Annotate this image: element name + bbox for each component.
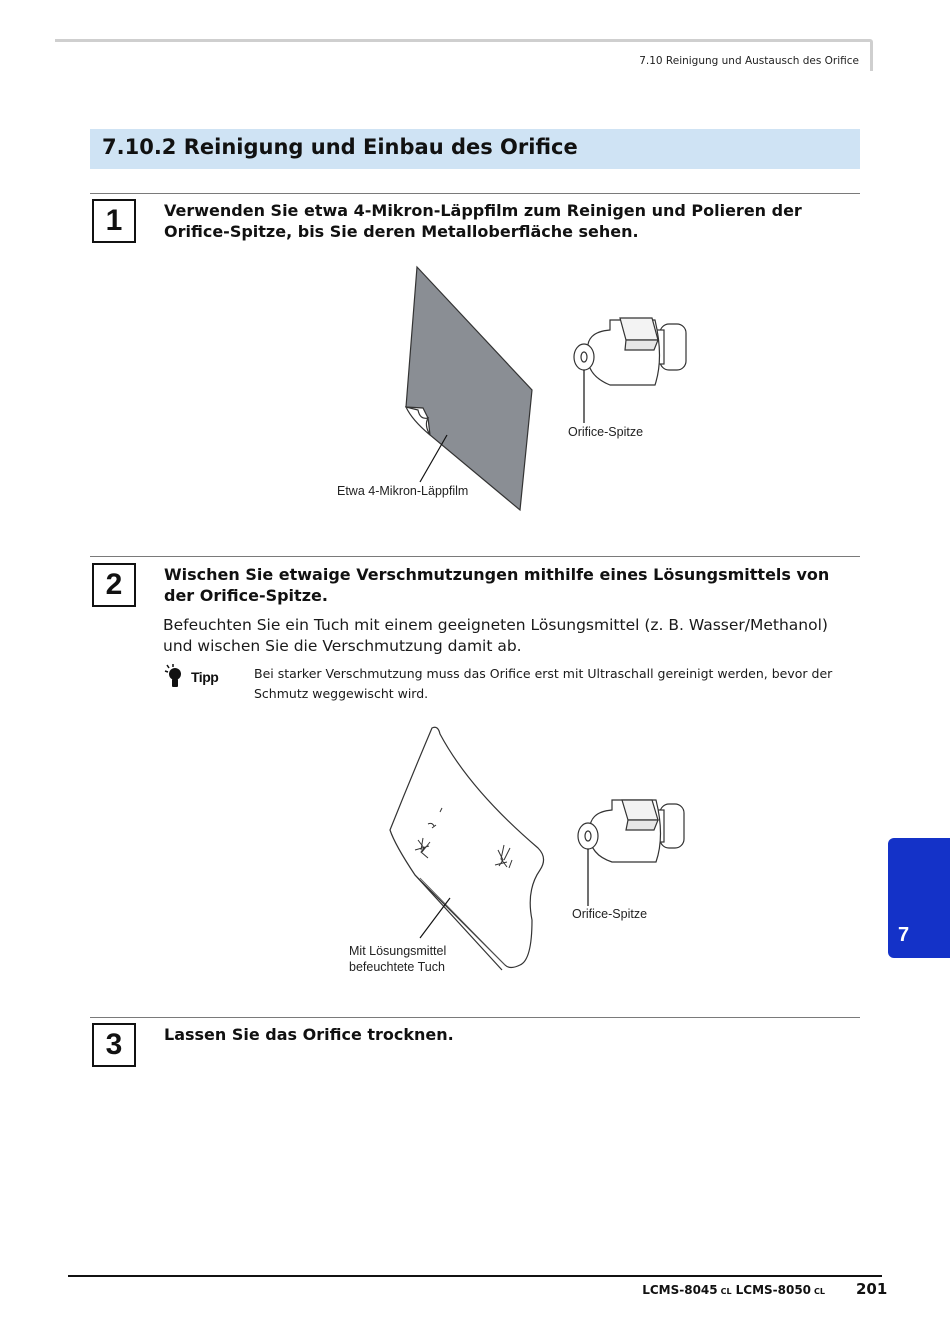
label-orifice-tip-1: Orifice-Spitze — [568, 425, 644, 439]
page-number: 201 — [856, 1280, 888, 1298]
step-3-title: Lassen Sie das Orifice trocknen. — [164, 1025, 454, 1044]
step-3-rule — [90, 1017, 860, 1018]
step-3-number: 3 — [92, 1023, 136, 1067]
footer-model-1: LCMS-8045 — [642, 1283, 718, 1297]
header-rule — [55, 39, 870, 42]
lightbulb-icon — [162, 664, 186, 690]
header-rule-corner — [870, 39, 873, 71]
figure-cloth — [320, 720, 720, 980]
footer-rule — [68, 1275, 882, 1277]
footer-models — [642, 1283, 829, 1297]
footer-model-1-suffix: CL — [720, 1287, 732, 1296]
step-1-title: Verwenden Sie etwa 4-Mikron-Läppfilm zum Reinigen und Polieren der Orifice-Spitze, bis Sie deren Metalloberfläche sehen. — [164, 201, 802, 241]
step-1-rule — [90, 193, 860, 194]
chapter-number: 7 — [898, 924, 910, 946]
step-2-body: Befeuchten Sie ein Tuch mit einem geeigneten Lösungsmittel (z. B. Wasser/Methanol) und wischen Sie die Verschmutzung damit ab. — [163, 616, 828, 655]
step-1-number: 1 — [92, 199, 136, 243]
tip-text: Bei starker Verschmutzung muss das Orifice erst mit Ultraschall gereinigt werden, bevor der Schmutz weggewischt wird. — [254, 666, 833, 701]
label-lapping-film: Etwa 4-Mikron-Läppfilm — [337, 484, 469, 498]
section-title: 7.10.2 Reinigung und Einbau des Orifice — [90, 129, 860, 169]
footer-model-2: LCMS-8050 — [735, 1283, 812, 1297]
label-orifice-tip-2: Orifice-Spitze — [572, 907, 648, 921]
label-cloth-line1: Mit Lösungsmittel — [349, 944, 447, 958]
tip-label: Tipp — [191, 669, 219, 685]
orifice-1 — [574, 318, 686, 385]
step-2-number: 2 — [92, 563, 136, 607]
figure-lapping-film — [320, 260, 720, 520]
label-cloth-line2: befeuchtete Tuch — [349, 960, 445, 974]
orifice-2 — [578, 800, 684, 862]
step-2-rule — [90, 556, 860, 557]
step-2-title: Wischen Sie etwaige Verschmutzungen mithilfe eines Lösungsmittels von der Orifice-Spitze. — [164, 565, 830, 605]
footer-model-2-suffix: CL — [814, 1287, 825, 1296]
running-header: 7.10 Reinigung und Austausch des Orifice — [639, 55, 859, 67]
